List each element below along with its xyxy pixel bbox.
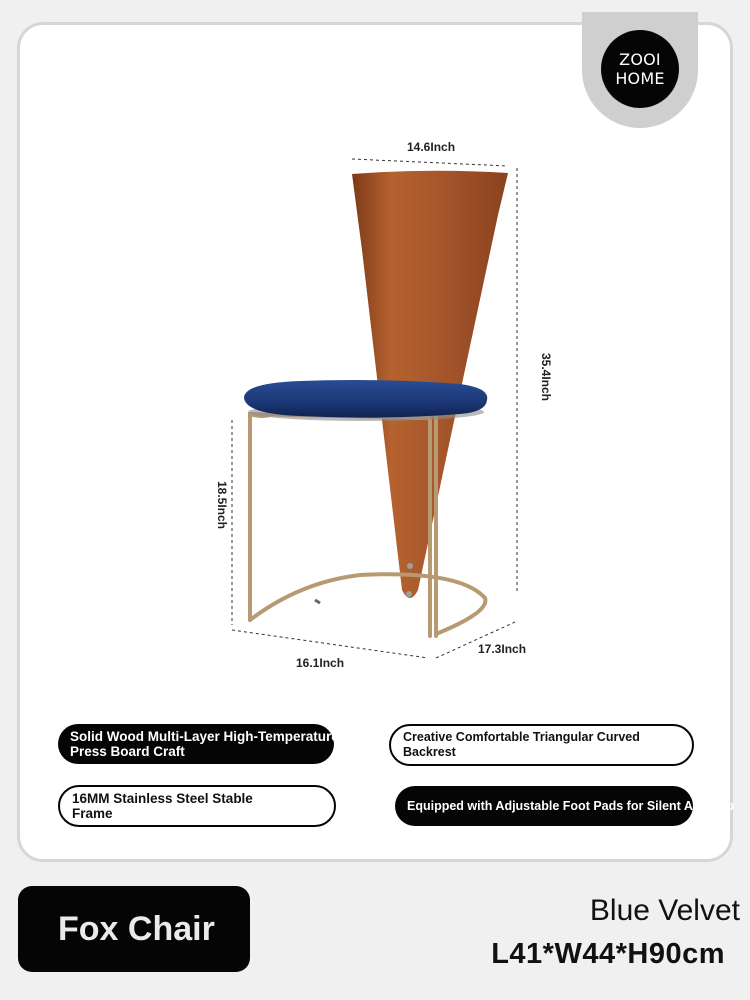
- dimension-height: 35.4Inch: [539, 352, 554, 402]
- chair-frame: [250, 412, 485, 636]
- feature-text-foot-pads: Equipped with Adjustable Foot Pads for Silent Anti-slip: [407, 798, 734, 813]
- backrest-bolt-lower: [406, 591, 412, 597]
- feature-pill-foot-pads: [395, 786, 734, 826]
- product-size: L41*W44*H90cm: [491, 938, 725, 970]
- feature-text-backrest: Creative Comfortable Triangular Curved Backrest: [403, 730, 640, 759]
- feature-text-steel-frame: 16MM Stainless Steel Stable Frame: [72, 791, 253, 821]
- logo-line1: ZOOI: [619, 50, 661, 69]
- chair-seat: [244, 380, 487, 418]
- dimension-depth: 17.3Inch: [478, 642, 527, 656]
- logo-line2: HOME: [615, 69, 665, 88]
- feature-text-solid-wood: Solid Wood Multi-Layer High-Temperature Press Board Craft: [70, 729, 339, 759]
- feature-pill-backrest: [389, 724, 694, 766]
- dimension-base-width: 16.1Inch: [296, 656, 345, 670]
- dimension-top-width: 14.6Inch: [407, 140, 456, 154]
- dimension-seat-height: 18.5Inch: [215, 480, 230, 530]
- product-name: Fox Chair: [58, 909, 215, 948]
- product-name-box: [18, 886, 250, 972]
- frame-foot: [315, 600, 320, 603]
- product-color: Blue Velvet: [589, 894, 740, 927]
- feature-pill-steel-frame: [58, 785, 336, 827]
- backrest-bolt-upper: [407, 563, 413, 569]
- feature-pill-solid-wood: [58, 724, 339, 764]
